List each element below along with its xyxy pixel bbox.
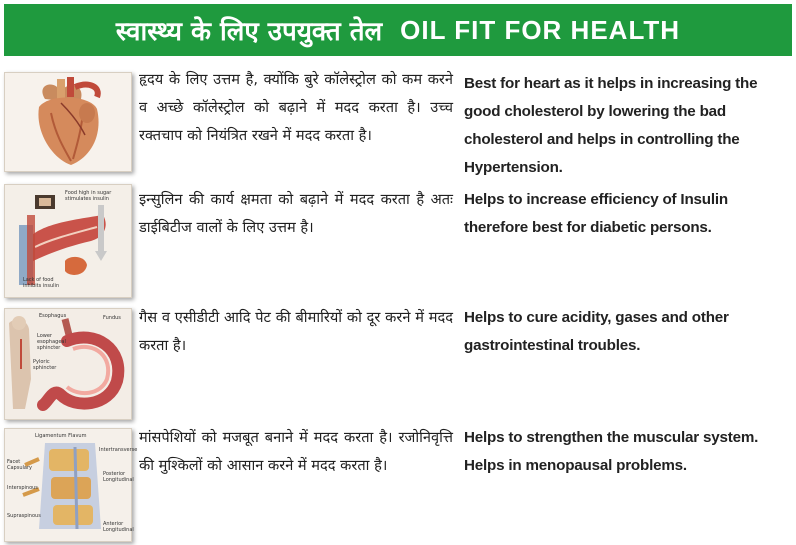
stomach-diagram <box>4 308 132 420</box>
label-food-high-sugar: Food high in sugar <box>65 190 112 196</box>
label-lack-of-food: Lack of food <box>23 277 54 283</box>
label-interspinous-ligament: Interspinous <box>7 485 38 491</box>
svg-text:sphincter: sphincter <box>37 345 61 351</box>
label-ligamentum-flavum: Ligamentum Flavum <box>35 433 87 439</box>
benefit-heart-english: Best for heart as it helps in increasing the good cholesterol by lowering the bad cholesterol and helps in controlling the Hypertension. <box>464 75 758 176</box>
label-pyloric-sphincter: Pyloric <box>33 359 50 365</box>
heart-illustration <box>4 72 132 172</box>
svg-text:Longitudinal: Longitudinal <box>103 477 134 483</box>
benefit-stomach-hindi: गैस व एसीडीटी आदि पेट की बीमारियों को दूर करने में मदद करता है। <box>139 309 453 354</box>
title-banner <box>4 4 792 56</box>
benefit-muscular-hindi: मांसपेशियों को मजबूत बनाने में मदद करता है। रजोनिवृत्ति की मुश्किलों को आसान करने में मदद करता है। <box>139 429 453 474</box>
svg-text:stimulates insulin: stimulates insulin <box>65 196 109 202</box>
benefit-insulin-english: Helps to increase efficiency of Insulin therefore best for diabetic persons. <box>464 191 728 236</box>
label-facet-capsulary-ligament: Facet <box>7 459 21 465</box>
label-fundus: Fundus <box>103 315 121 321</box>
label-lower-esophageal-sphincter: Lower <box>37 333 52 339</box>
svg-text:Capsulary: Capsulary <box>7 465 32 471</box>
pancreas-insulin-diagram <box>4 184 132 298</box>
label-anterior-longitudinal-ligament: Anterior <box>103 521 124 527</box>
benefit-heart-hindi: हृदय के लिए उत्तम है, क्योंकि बुरे कॉलेस्ट्रोल को कम करने व अच्छे कॉलेस्ट्रोल को बढ़ाने में मदद करता है। उच्च रक्तचाप को नियंत्रित रखने में मदद करता है। <box>139 71 453 144</box>
svg-text:esophageal: esophageal <box>37 339 66 345</box>
label-esophagus: Esophagus <box>39 313 67 319</box>
label-supraspinous-ligament: Supraspinous <box>7 513 41 519</box>
benefit-muscular-english: Helps to strengthen the muscular system. Helps in menopausal problems. <box>464 429 759 474</box>
label-posterior-longitudinal-ligament: Posterior <box>103 471 126 477</box>
svg-text:inhibits insulin: inhibits insulin <box>23 283 60 289</box>
title-english: OIL FIT FOR HEALTH <box>400 14 681 45</box>
benefit-insulin-hindi: इन्सुलिन की कार्य क्षमता को बढ़ाने में मदद करता है अतः डाईबिटीज वालों के लिए उत्तम है। <box>139 191 453 236</box>
label-intertransverse-ligament: Intertransverse <box>99 447 138 453</box>
svg-text:sphincter: sphincter <box>33 365 57 371</box>
svg-text:Longitudinal: Longitudinal <box>103 527 134 533</box>
benefit-stomach-english: Helps to cure acidity, gases and other gastrointestinal troubles. <box>464 309 729 354</box>
spine-ligament-diagram <box>4 428 138 542</box>
title-hindi: स्वास्थ्य के लिए उपयुक्त तेल <box>115 17 383 47</box>
